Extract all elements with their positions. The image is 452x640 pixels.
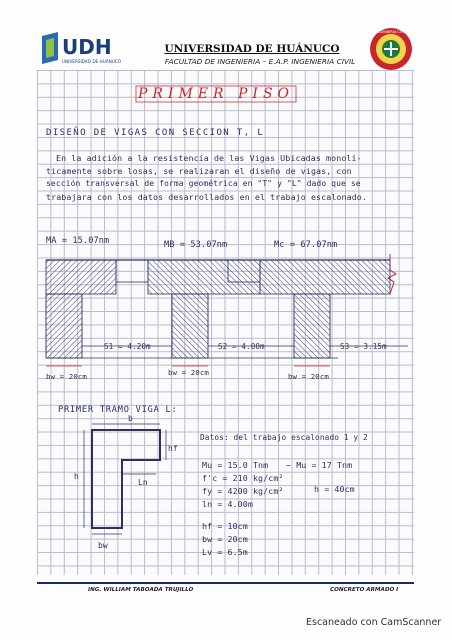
data-fy: fy = 4200 kg/cm² <box>202 486 284 496</box>
page-title: PRIMER PISO <box>137 86 295 102</box>
web-width-2: bw = 20cm <box>168 368 209 377</box>
paragraph-line-1: En la adición a la resistencia de las Vigas Ubicadas monolí- <box>56 153 362 163</box>
data-bw: bw = 20cm <box>202 534 248 544</box>
beam-section-diagram <box>38 248 414 388</box>
university-name: UNIVERSIDAD DE HUÁNUCO <box>164 43 340 55</box>
moment-a: MA = 15.07nm <box>46 236 110 246</box>
data-mu: Mu = 15.0 Tnm <box>202 460 269 470</box>
footer-course: CONCRETO ARMADO I <box>330 587 399 593</box>
data-hf: hf = 10cm <box>202 521 248 531</box>
seal-text: INGENIERIA CIVIL <box>375 30 407 34</box>
footer-author: ING. WILLIAM TABOADA TRUJILLO <box>88 587 194 593</box>
civil-engineering-seal <box>368 26 414 72</box>
data-heading: Datos: del trabajo escalonado 1 y 2 <box>200 433 368 442</box>
l-beam-ln-label: Ln <box>138 478 148 487</box>
span-s3: S3 = 3.15m <box>340 342 387 351</box>
web-width-3: bw = 20cm <box>288 372 329 381</box>
l-beam-h-label: h <box>74 472 79 481</box>
section2-title: PRIMER TRAMO VIGA L: <box>58 405 178 415</box>
data-ln: ln = 4.00m <box>202 499 253 509</box>
span-s2: S2 = 4.00m <box>218 342 265 351</box>
faculty-name: FACULTAD DE INGENIERIA – E.A.P. INGENIERIA CIVIL <box>164 57 356 66</box>
udh-logo <box>38 30 134 68</box>
web-width-1: bw = 20cm <box>46 372 87 381</box>
data-mu-alt: ~ Mu = 17 Tnm <box>286 460 353 470</box>
paragraph-line-3: sección transversal de forma geométrica en "T" y "L" dado que se <box>46 179 361 188</box>
udh-logo-mark <box>38 30 138 66</box>
logo-text: UDH <box>62 35 112 59</box>
moment-b: MB = 53.07nm <box>164 240 228 250</box>
data-fc: f'c = 210 kg/cm² <box>202 473 284 483</box>
data-lv: Lv = 6.5m <box>202 547 248 557</box>
paragraph-line-4: trabajara con los datos desarrollados en el trabajo escalonado. <box>46 192 367 202</box>
l-beam-hf-label: hf <box>168 444 178 453</box>
title-box <box>134 84 298 104</box>
l-beam-bw-label: bw <box>98 541 108 550</box>
l-beam-b-label: b <box>128 414 133 423</box>
logo-subtext: UNIVERSIDAD DE HUÁNUCO <box>62 59 122 64</box>
camscanner-watermark: Escaneado con CamScanner <box>306 617 442 628</box>
l-beam-diagram <box>70 420 190 550</box>
data-h: h = 40cm <box>314 484 355 494</box>
seal-icon <box>368 26 414 72</box>
span-s1: S1 = 4.20m <box>104 342 151 351</box>
section-title: DISEÑO DE VIGAS CON SECCION T, L <box>46 128 265 138</box>
paragraph-line-2: ticamente sobre losas, se realizaran el diseño de vigas, con <box>46 166 352 176</box>
footer-rule <box>37 582 414 584</box>
moment-c: Mc = 67.07nm <box>274 240 338 250</box>
